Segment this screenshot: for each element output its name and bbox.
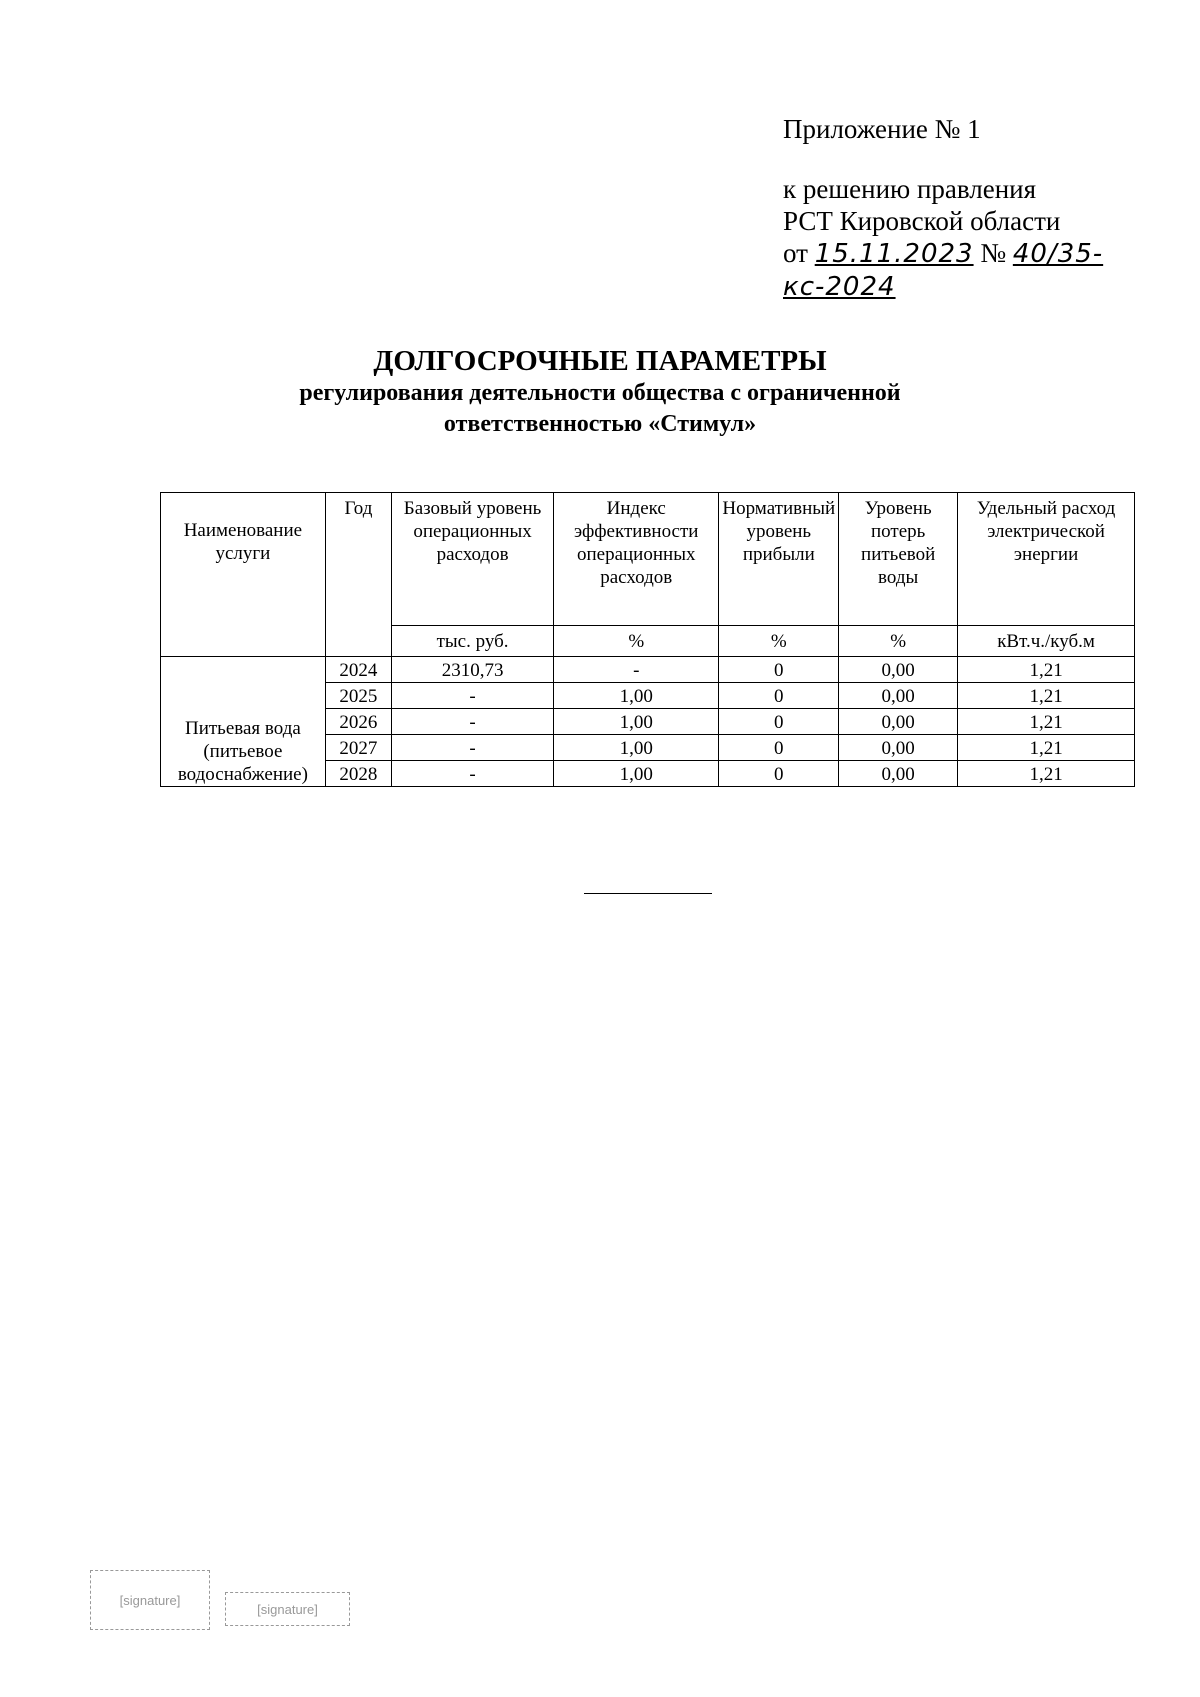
header-service-name: Наименование услуги <box>161 493 326 657</box>
unit-water-losses: % <box>839 626 958 657</box>
document-title: ДОЛГОСРОЧНЫЕ ПАРАМЕТРЫ <box>373 345 827 377</box>
cell-year: 2025 <box>325 683 391 709</box>
cell-profit-level: 0 <box>719 657 839 683</box>
handwritten-number: 40/35-кс-2024 <box>783 239 1104 302</box>
unit-efficiency-index: % <box>554 626 719 657</box>
handwritten-date: 15.11.2023 <box>814 239 974 269</box>
parameters-table-body <box>161 493 1135 787</box>
cell-water-losses: 0,00 <box>839 709 958 735</box>
appendix-decision-line: к решению правления <box>783 174 1037 204</box>
cell-base-opex: 2310,73 <box>392 657 554 683</box>
parameters-table <box>160 492 1135 787</box>
cell-water-losses: 0,00 <box>839 735 958 761</box>
cell-efficiency-index: 1,00 <box>554 735 719 761</box>
appendix-block <box>783 113 1200 303</box>
cell-efficiency-index: 1,00 <box>554 683 719 709</box>
cell-energy-consumption: 1,21 <box>958 761 1135 787</box>
closing-divider <box>584 893 712 894</box>
cell-service-name: Питьевая вода (питьевое водоснабжение) <box>161 657 326 787</box>
cell-profit-level: 0 <box>719 683 839 709</box>
header-efficiency-index: Индекс эффективности операционных расходов <box>554 493 719 626</box>
cell-profit-level: 0 <box>719 735 839 761</box>
document-title-block <box>0 344 1200 440</box>
cell-base-opex: - <box>392 709 554 735</box>
header-base-opex: Базовый уровень операционных расходов <box>392 493 554 626</box>
table-row <box>161 657 1135 683</box>
cell-profit-level: 0 <box>719 761 839 787</box>
unit-energy-consumption: кВт.ч./куб.м <box>958 626 1135 657</box>
cell-year: 2026 <box>325 709 391 735</box>
date-prefix: от <box>783 238 815 268</box>
cell-efficiency-index: 1,00 <box>554 709 719 735</box>
header-year: Год <box>325 493 391 657</box>
appendix-date-number-line <box>783 237 1200 303</box>
cell-base-opex: - <box>392 683 554 709</box>
cell-year: 2028 <box>325 761 391 787</box>
cell-water-losses: 0,00 <box>839 761 958 787</box>
header-energy-consumption: Удельный расход электрической энергии <box>958 493 1135 626</box>
signature-placeholder-1: [signature] <box>90 1570 210 1630</box>
appendix-spacer <box>783 145 1200 173</box>
cell-profit-level: 0 <box>719 709 839 735</box>
cell-energy-consumption: 1,21 <box>958 709 1135 735</box>
document-subtitle-line-1: регулирования деятельности общества с ограниченной <box>299 380 901 406</box>
unit-profit-level: % <box>719 626 839 657</box>
cell-base-opex: - <box>392 735 554 761</box>
cell-energy-consumption: 1,21 <box>958 683 1135 709</box>
table-header-row <box>161 493 1135 626</box>
number-sign: № <box>973 238 1013 268</box>
unit-base-opex: тыс. руб. <box>392 626 554 657</box>
cell-efficiency-index: 1,00 <box>554 761 719 787</box>
appendix-authority-line: РСТ Кировской области <box>783 206 1061 236</box>
cell-water-losses: 0,00 <box>839 683 958 709</box>
cell-water-losses: 0,00 <box>839 657 958 683</box>
cell-efficiency-index: - <box>554 657 719 683</box>
header-water-losses: Уровень потерь питьевой воды <box>839 493 958 626</box>
cell-base-opex: - <box>392 761 554 787</box>
document-subtitle-line-2: ответственностью «Стимул» <box>443 411 757 437</box>
cell-energy-consumption: 1,21 <box>958 657 1135 683</box>
header-profit-level: Нормативный уровень прибыли <box>719 493 839 626</box>
cell-year: 2027 <box>325 735 391 761</box>
cell-energy-consumption: 1,21 <box>958 735 1135 761</box>
cell-year: 2024 <box>325 657 391 683</box>
signature-placeholder-2: [signature] <box>225 1592 350 1626</box>
appendix-title: Приложение № 1 <box>783 114 981 144</box>
